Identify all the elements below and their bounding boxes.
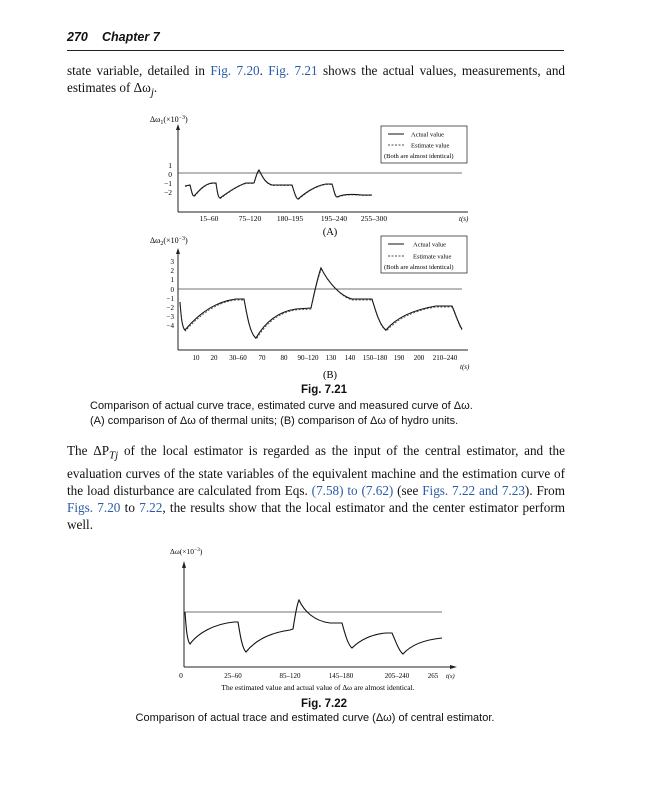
chart-b-ytick: 2	[170, 267, 174, 275]
fig-7-22-label: Fig. 7.22	[300, 698, 348, 710]
chart-b-legend-actual: Actual value	[413, 241, 447, 249]
chart-b-xtick: 200	[413, 354, 425, 362]
chart-b-xtick: 90–120	[297, 354, 319, 362]
chart-b	[150, 236, 470, 381]
chart-c-xtick: 85–120	[279, 672, 301, 680]
chart-a-ytick: −2	[164, 188, 172, 197]
chart-b-ytick: 0	[170, 286, 174, 294]
chart-a-ytick: −1	[164, 179, 172, 188]
chart-c-xtick: 205–240	[384, 672, 410, 680]
chart-c-ylabel: $\Delta\omega(\times 10^{-3})$	[170, 547, 203, 556]
chart-c-note: The estimated value and actual value of Δω are almost identical.	[221, 683, 415, 692]
chart-b-xtick: 210–240	[432, 354, 458, 362]
chart-a-xtick: 195–240	[320, 214, 348, 223]
chart-a-xunit: t(s)	[459, 215, 469, 223]
chart-a-ytick: 1	[168, 161, 172, 170]
chart-b-xtick: 150–180	[362, 354, 388, 362]
chart-a-xtick: 255–300	[360, 214, 388, 223]
link-figs-7-20[interactable]: Figs. 7.20	[67, 499, 121, 515]
chart-b-xtick: 70	[258, 354, 266, 362]
chapter-title: Chapter 7	[102, 30, 160, 44]
chart-c-xunit: t(s)	[446, 673, 455, 680]
chart-b-xtick: 80	[280, 354, 288, 362]
chart-b-ytick: −3	[166, 313, 174, 321]
chart-a-xtick: 75–120	[238, 214, 262, 223]
chart-a-legend-actual: Actual value	[411, 131, 445, 139]
link-fig-7-22[interactable]: 7.22	[139, 499, 163, 515]
chart-a-ytick: 0	[168, 170, 172, 179]
page-number: 270	[67, 30, 88, 44]
chart-b-ylabel: $\Delta\omega_2(\times 10^{-3})$	[150, 236, 188, 247]
chart-b-estimate-curve	[180, 269, 462, 339]
chart-b-legend-estimate: Estimate value	[413, 253, 452, 261]
chart-a	[150, 115, 469, 238]
chart-c-xtick: 265	[427, 672, 439, 680]
link-fig-7-20[interactable]: Fig. 7.20	[210, 63, 260, 78]
chart-b-ytick: 3	[170, 258, 174, 266]
chart-c-xtick: 25–60	[224, 672, 242, 680]
chart-b-ytick: −1	[166, 295, 174, 303]
chart-b-xunit: t(s)	[460, 363, 470, 371]
link-figs-7-22-7-23[interactable]: Figs. 7.22 and 7.23	[422, 482, 525, 498]
chart-b-actual-curve	[180, 268, 462, 338]
chart-a-legend-note: (Both are almost identical)	[384, 153, 454, 160]
fig-7-21-label: Fig. 7.21	[300, 384, 348, 396]
fig-7-22-caption: Comparison of actual trace and estimated curve (Δω) of central estimator.	[135, 712, 495, 724]
chart-b-ytick: −2	[166, 304, 174, 312]
fig-7-21-caption-line2: (A) comparison of Δω of thermal units; (B) comparison of Δω of hydro units.	[90, 415, 459, 427]
chart-a-y-arrow	[176, 124, 180, 130]
chart-c-origin: 0	[179, 671, 183, 680]
chart-b-xtick: 190	[393, 354, 405, 362]
link-fig-7-21[interactable]: Fig. 7.21	[268, 63, 318, 78]
link-eqs-7-58-7-62[interactable]: (7.58) to (7.62)	[311, 482, 394, 498]
chart-b-xtick: 20	[210, 354, 218, 362]
intro-paragraph: state variable, detailed in Fig. 7.20. Fig. 7.21 shows the actual values, measurements, and estimates of $\Delta\omega_j$.	[67, 63, 566, 99]
chart-b-y-arrow	[176, 248, 180, 254]
chart-b-xtick: 140	[344, 354, 356, 362]
chart-b-legend-note: (Both are almost identical)	[384, 264, 454, 271]
chart-a-ylabel: $\Delta\omega_1(\times 10^{-3})$	[150, 115, 188, 126]
chart-c-xtick: 145–180	[328, 672, 354, 680]
chart-a-xtick: 15–60	[199, 214, 219, 223]
chart-b-xtick: 30–60	[229, 354, 247, 362]
chart-a-legend-estimate: Estimate value	[411, 142, 450, 150]
body-paragraph: The $\Delta P_{Tj}$ of the local estimator is regarded as the input of the central estimator, and the evaluation curves of the state variables of the equivalent machine and the estimation curve of the load disturbance are calculated from Eqs. (7.58) to (7.62) (see Figs. 7.22 and 7.23). From Figs. 7.20 to 7.22, the results show that the local estimator and the center estimator perform well.	[67, 443, 566, 532]
panel-label-a: (A)	[322, 227, 338, 238]
chart-b-xtick: 130	[325, 354, 337, 362]
chart-b-ytick: −4	[166, 322, 174, 330]
chart-a-xtick: 180–195	[276, 214, 304, 223]
chart-b-ytick: 1	[170, 276, 174, 284]
chart-a-actual-curve	[185, 170, 372, 199]
panel-label-b: (B)	[323, 370, 337, 381]
fig-7-21-caption-line1: Comparison of actual curve trace, estimated curve and measured curve of Δω.	[90, 400, 473, 412]
chart-b-xtick: 10	[192, 354, 200, 362]
